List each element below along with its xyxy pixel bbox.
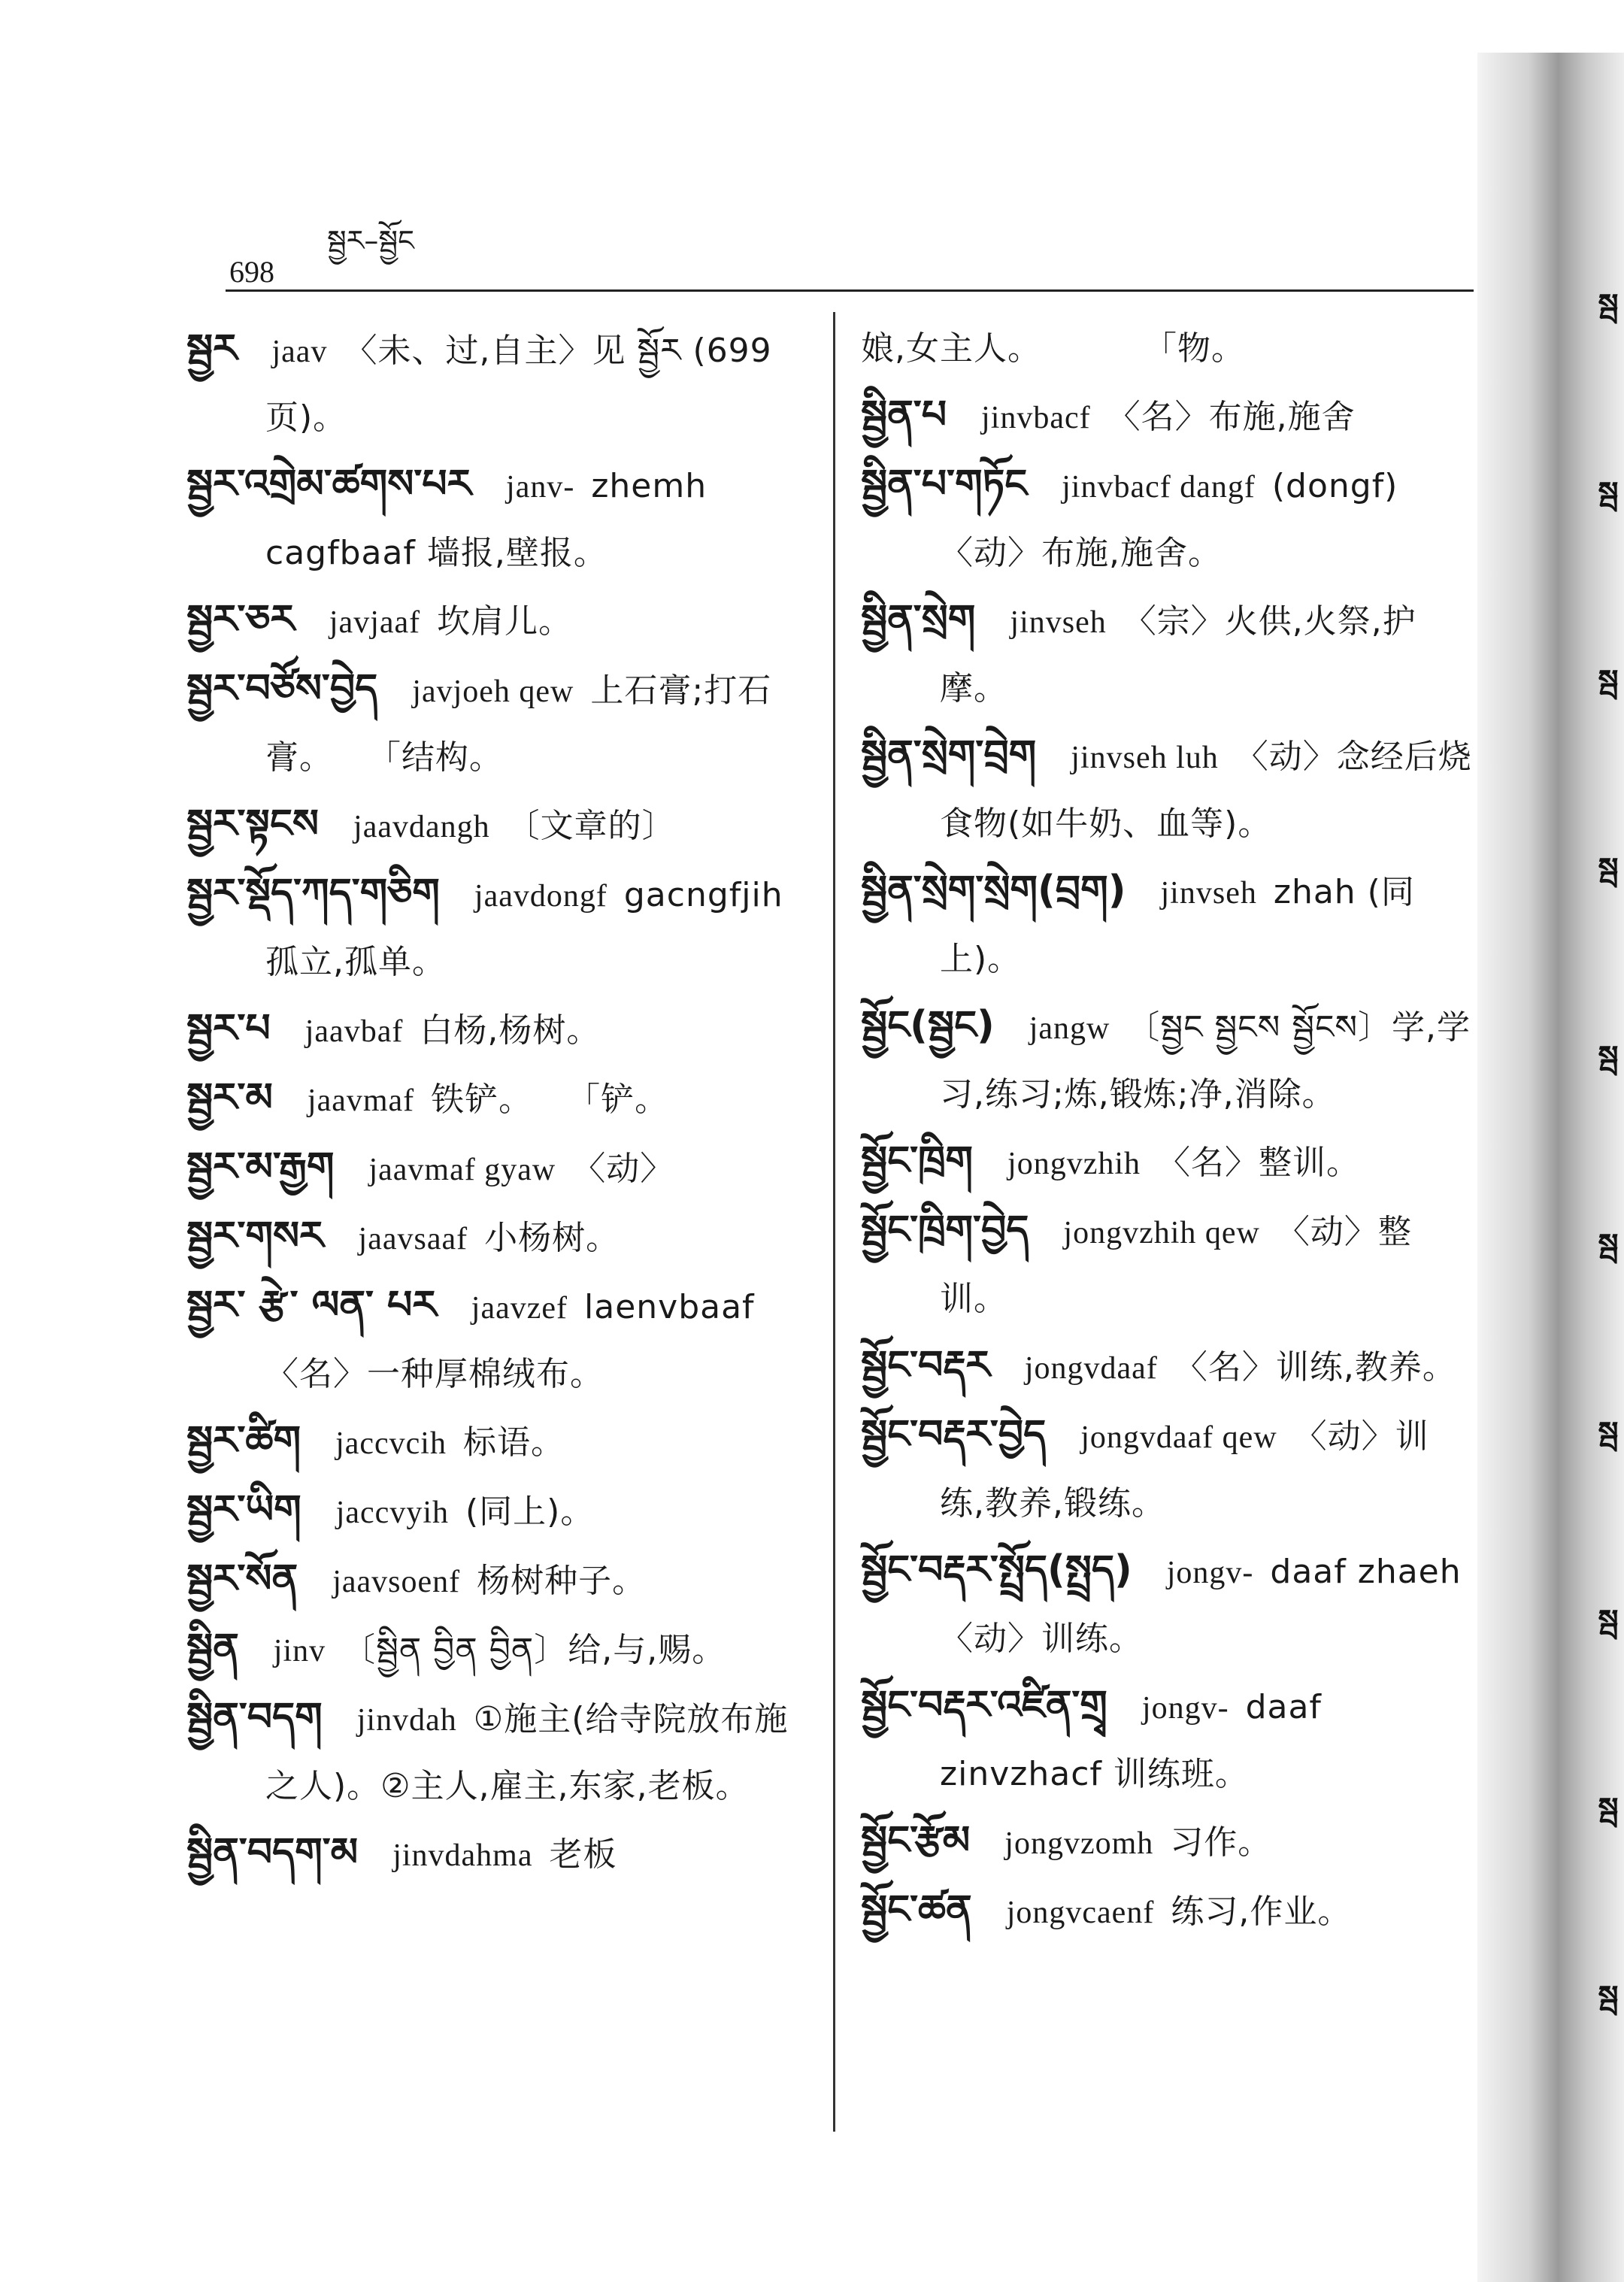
page-number: 698 bbox=[229, 255, 274, 289]
page-range: སྦྱར–སྦྱོང bbox=[327, 224, 414, 257]
entry-definition: 杨树种子。 bbox=[477, 1562, 647, 1600]
entry-definition: ①施主(给寺院放布施之人)。②主人,雇主,东家,老板。 bbox=[265, 1700, 789, 1805]
entry-definition: 练习,作业。 bbox=[1171, 1893, 1352, 1931]
entry-definition: 〔སྦྱིན བྱིན བྱིན〕给,与,赐。 bbox=[342, 1631, 726, 1669]
entry-definition: zhah (同上)。 bbox=[940, 873, 1415, 978]
entry-headword: སྦྱོང(སྦྱང) bbox=[861, 1003, 995, 1048]
dictionary-entry bbox=[186, 860, 803, 996]
entry-headword: སྦྱིན་པ་གཏོང bbox=[861, 462, 1028, 507]
entry-headword: སྦྱོང་བརྡར bbox=[861, 1343, 990, 1388]
dictionary-entry bbox=[861, 1877, 1474, 1946]
entry-definition: 〔文章的〕 bbox=[506, 807, 676, 845]
dictionary-entry bbox=[861, 1402, 1474, 1537]
column-divider bbox=[833, 312, 835, 2132]
entry-romanization: jinvseh bbox=[1160, 876, 1257, 911]
entry-romanization: javjaaf bbox=[329, 605, 421, 640]
dictionary-entry bbox=[186, 1272, 803, 1408]
entry-headword: སྦྱོང་བརྡར་སྤྲོད(སྤྲད) bbox=[861, 1547, 1132, 1593]
thumb-tab-label: སྦ bbox=[1598, 1604, 1619, 1638]
entry-headword: སྦྱིན་སྲེག་བྲེག bbox=[861, 732, 1037, 777]
header-rule bbox=[226, 289, 1474, 292]
dictionary-entry bbox=[186, 1065, 803, 1134]
dictionary-entry bbox=[861, 586, 1474, 722]
dictionary-entry bbox=[186, 1203, 803, 1272]
entry-headword: སྦྱར་སྟངས bbox=[186, 802, 320, 847]
dictionary-entry bbox=[186, 791, 803, 860]
thumb-tab-label: སྦ bbox=[1598, 664, 1619, 699]
thumb-tab-label: སྦ bbox=[1598, 476, 1619, 511]
entry-definition: 〈名〉布施,施舍 bbox=[1107, 398, 1356, 436]
dictionary-entry bbox=[186, 1684, 803, 1820]
dictionary-entry bbox=[186, 1820, 803, 1889]
entry-romanization: jongvzomh bbox=[1004, 1826, 1154, 1861]
entry-headword: སྦྱར་མ bbox=[186, 1075, 273, 1120]
entry-romanization: jinv bbox=[273, 1634, 326, 1668]
entry-headword: སྦྱར་གསར bbox=[186, 1214, 324, 1259]
right-column bbox=[861, 316, 1474, 1946]
dictionary-entry bbox=[186, 656, 803, 791]
entry-headword: སྦྱོང་བརྡར་འཛིན་གྲྭ bbox=[861, 1683, 1107, 1728]
page-header bbox=[229, 224, 414, 289]
entry-romanization: jongvcaenf bbox=[1006, 1896, 1155, 1930]
entry-headword: སྦྱིན་པ bbox=[861, 392, 947, 438]
entry-headword: སྦྱིན་བདག bbox=[186, 1695, 323, 1740]
dictionary-entry bbox=[861, 722, 1474, 857]
dictionary-entry bbox=[861, 1537, 1474, 1672]
entry-definition: daaf zhaeh 〈动〉训练。 bbox=[940, 1553, 1462, 1658]
dictionary-entry bbox=[861, 451, 1474, 586]
entry-definition: 〔སྦྱང སྦྱངས སྦྱོངས〕学,学习,练习;炼,锻炼;净,消除。 bbox=[940, 1008, 1471, 1114]
entry-romanization: jaavdangh bbox=[353, 810, 490, 844]
entry-romanization: jinvseh bbox=[1010, 605, 1107, 640]
entry-definition: 〈动〉整训。 bbox=[940, 1213, 1412, 1318]
entry-headword: སྦྱར་ཡིག bbox=[186, 1487, 301, 1532]
dictionary-entry bbox=[861, 1808, 1474, 1877]
entry-definition: 〈名〉训练,教养。 bbox=[1174, 1348, 1456, 1386]
thumb-tab-label: སྦ bbox=[1598, 1416, 1619, 1450]
dictionary-entry bbox=[186, 1134, 803, 1203]
entry-definition: 〈动〉念经后烧食物(如牛奶、血等)。 bbox=[940, 738, 1472, 843]
entry-romanization: jaavzef bbox=[471, 1291, 568, 1326]
entry-romanization: jongv- bbox=[1141, 1691, 1229, 1726]
entry-definition: zhemh cagfbaaf 墙报,壁报。 bbox=[265, 467, 707, 572]
entry-romanization: jangw bbox=[1029, 1011, 1110, 1046]
entry-romanization: jinvdahma bbox=[392, 1838, 533, 1873]
entry-headword: སྦྱོང་ཚན bbox=[861, 1887, 972, 1932]
entry-headword: སྦྱིན་སྲེག་སྲེག(བྲག) bbox=[861, 868, 1126, 913]
thumb-tab-label: སྦ bbox=[1598, 1792, 1619, 1826]
entry-definition: 〈宗〉火供,火祭,护摩。 bbox=[940, 602, 1416, 708]
entry-definition: 娘,女主人。 「物。 bbox=[861, 329, 1245, 368]
entry-romanization: jinvdah bbox=[356, 1703, 457, 1738]
entry-headword: སྦྱིན་སྲེག bbox=[861, 597, 976, 642]
entry-romanization: javjoeh qew bbox=[412, 674, 574, 709]
entry-headword: སྦྱིན bbox=[186, 1626, 239, 1671]
entry-romanization: janv- bbox=[506, 470, 575, 505]
entry-definition: 小杨树。 bbox=[484, 1219, 620, 1257]
entry-definition: 上石膏;打石膏。 「结构。 bbox=[265, 671, 772, 777]
dictionary-entry bbox=[186, 316, 803, 451]
dictionary-entry bbox=[186, 1477, 803, 1546]
dictionary-entry bbox=[186, 1615, 803, 1684]
entry-definition: 〈未、过,自主〉见 སྦྱོར (699页)。 bbox=[265, 332, 772, 437]
entry-romanization: jinvbacf bbox=[981, 401, 1091, 435]
entry-headword: སྦྱར་སོན bbox=[186, 1556, 298, 1602]
entry-definition: 〈动〉 bbox=[572, 1150, 674, 1188]
entry-definition: 白杨,杨树。 bbox=[420, 1011, 601, 1050]
entry-definition: 铁铲。 「铲。 bbox=[431, 1080, 669, 1119]
dictionary-entry bbox=[186, 586, 803, 656]
entry-romanization: jaccvyih bbox=[335, 1496, 449, 1530]
entry-definition: 标语。 bbox=[462, 1423, 565, 1462]
entry-romanization: jaavmaf gyaw bbox=[368, 1153, 556, 1187]
entry-headword: སྦྱར་པ bbox=[186, 1006, 271, 1051]
entry-romanization: jongvdaaf qew bbox=[1080, 1420, 1277, 1455]
left-column bbox=[186, 316, 803, 1889]
entry-romanization: jongvdaaf bbox=[1024, 1351, 1158, 1386]
entry-definition: (dongf) 〈动〉布施,施舍。 bbox=[940, 467, 1398, 572]
dictionary-entry bbox=[861, 382, 1474, 451]
entry-definition: 〈动〉训练,教养,锻练。 bbox=[940, 1417, 1429, 1523]
entry-romanization: jaavbaf bbox=[304, 1014, 404, 1049]
entry-romanization: jaavdongf bbox=[474, 879, 607, 914]
entry-romanization: jongvzhih bbox=[1007, 1147, 1141, 1181]
entry-headword: སྦྱར་ཚིག bbox=[186, 1418, 301, 1463]
entry-romanization: jinvbacf dangf bbox=[1062, 470, 1256, 505]
entry-headword: སྦྱར་ཅར bbox=[186, 597, 295, 642]
dictionary-entry bbox=[861, 1672, 1474, 1808]
margin-thumb-index bbox=[1477, 53, 1624, 2282]
dictionary-entry bbox=[186, 1546, 803, 1615]
entry-romanization: jaccvcih bbox=[335, 1426, 447, 1461]
entry-definition: daaf zinvzhacf 训练班。 bbox=[940, 1688, 1322, 1793]
entry-definition: 老板 bbox=[549, 1835, 617, 1874]
entry-definition: 〈名〉整训。 bbox=[1157, 1144, 1361, 1182]
entry-headword: སྦྱོང་ཁྲིག bbox=[861, 1138, 974, 1183]
thumb-tab-label: སྦ bbox=[1598, 852, 1619, 886]
dictionary-entry bbox=[861, 857, 1474, 993]
entry-headword: སྦྱར bbox=[186, 326, 238, 371]
dictionary-entry bbox=[861, 993, 1474, 1128]
entry-headword: སྦྱོང་རྩོམ bbox=[861, 1818, 971, 1863]
dictionary-entry bbox=[861, 1332, 1474, 1402]
entry-headword: སྦྱིན་བདག་མ bbox=[186, 1830, 359, 1875]
entry-definition: (同上)。 bbox=[465, 1493, 595, 1531]
entry-romanization: jaavsaaf bbox=[358, 1222, 468, 1256]
thumb-tab-label: སྦ bbox=[1598, 1980, 1619, 2014]
entry-headword: སྦྱར་བཙོས་བྱེད bbox=[186, 666, 378, 711]
entry-headword: སྦྱར་ རྩེ་ ལན་ པར bbox=[186, 1283, 437, 1328]
entry-headword: སྦྱར་སྡོད་ཀད་གཅིག bbox=[186, 871, 440, 916]
thumb-tab-label: སྦ bbox=[1598, 1040, 1619, 1074]
entry-definition: 习作。 bbox=[1170, 1823, 1272, 1862]
dictionary-entry bbox=[861, 1197, 1474, 1332]
entry-romanization: jaavsoenf bbox=[332, 1565, 461, 1599]
entry-romanization: jinvseh luh bbox=[1071, 741, 1219, 775]
entry-headword: སྦྱོང་ཁྲིག་བྱེད bbox=[861, 1208, 1029, 1253]
entry-romanization: jaav bbox=[271, 335, 328, 369]
entry-definition: laenvbaaf 〈名〉一种厚棉绒布。 bbox=[265, 1288, 755, 1393]
dictionary-entry bbox=[861, 1128, 1474, 1197]
entry-romanization: jaavmaf bbox=[307, 1083, 415, 1118]
entry-romanization: jongv- bbox=[1166, 1556, 1254, 1590]
entry-headword: སྦྱོང་བརྡར་བྱེད bbox=[861, 1412, 1047, 1457]
entry-romanization: jongvzhih qew bbox=[1063, 1216, 1260, 1250]
entry-definition: gacngfjih 孤立,孤单。 bbox=[265, 876, 783, 981]
entry-definition: 坎肩儿。 bbox=[437, 602, 573, 641]
entry-headword: སྦྱར་འགྲེམ་ཚགས་པར bbox=[186, 462, 472, 507]
dictionary-entry bbox=[186, 1408, 803, 1477]
entry-headword: སྦྱར་མ་རྒྱག bbox=[186, 1144, 335, 1189]
thumb-tab-label: སྦ bbox=[1598, 288, 1619, 323]
dictionary-entry bbox=[186, 996, 803, 1065]
dictionary-entry bbox=[186, 451, 803, 586]
dictionary-entry bbox=[861, 316, 1474, 382]
thumb-tab-label: སྦ bbox=[1598, 1228, 1619, 1262]
